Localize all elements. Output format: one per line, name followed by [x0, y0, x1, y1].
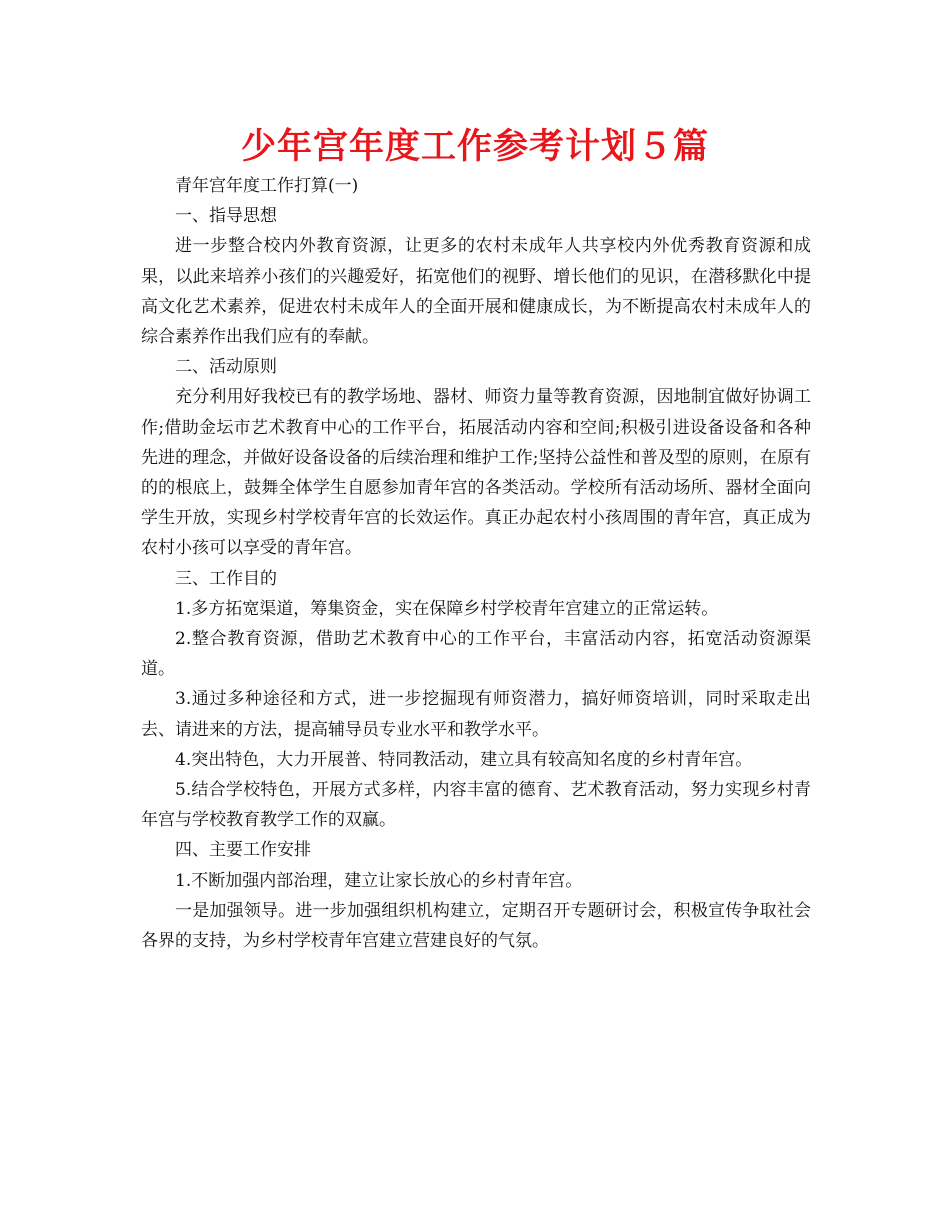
document-subtitle: 青年宫年度工作打算(一)	[175, 176, 359, 196]
document-body	[141, 171, 811, 956]
list-item: 2.整合教育资源，借助艺术教育中心的工作平台，丰富活动内容，拓宽活动资源渠道。	[141, 628, 811, 680]
section-heading: 三、工作目的	[175, 568, 277, 589]
document-title: 少年宫年度工作参考计划５篇	[240, 127, 709, 167]
section-heading: 二、活动原则	[175, 357, 277, 378]
list-item: 1.不断加强内部治理，建立让家长放心的乡村青年宫。	[175, 870, 583, 891]
paragraph: 充分利用好我校已有的教学场地、器材、师资力量等教育资源，因地制宜做好协调工作;借助金坛市艺术教育中心的工作平台，拓展活动内容和空间;积极引进设备设备和各种先进的理念，并做好设备设备的后续治理和维护工作;坚持公益性和普及型的原则，在原有的的根底上，鼓舞全体学生自愿参加青年宫的各类活动。学校所有活动场所、器材全面向学生开放，实现乡村学校青年宫的长效运作。真正办起农村小孩周围的青年宫，真正成为农村小孩可以享受的青年宫。	[141, 387, 811, 559]
section-heading: 一、指导思想	[175, 206, 277, 227]
section-heading: 四、主要工作安排	[175, 840, 311, 861]
paragraph: 一是加强领导。进一步加强组织机构建立，定期召开专题研讨会，积极宣传争取社会各界的支持，为乡村学校青年宫建立营建良好的气氛。	[141, 900, 811, 951]
list-item: 4.突出特色，大力开展普、特同教活动，建立具有较高知名度的乡村青年宫。	[175, 749, 753, 770]
list-item: 1.多方拓宽渠道，筹集资金，实在保障乡村学校青年宫建立的正常运转。	[175, 598, 719, 619]
paragraph: 进一步整合校内外教育资源，让更多的农村未成年人共享校内外优秀教育资源和成果，以此来培养小孩们的兴趣爱好，拓宽他们的视野、增长他们的见识，在潜移默化中提高文化艺术素养，促进农村未成年人的全面开展和健康成长，为不断提高农村未成年人的综合素养作出我们应有的奉献。	[141, 236, 811, 347]
list-item: 3.通过多种途径和方式，进一步挖掘现有师资潜力，搞好师资培训，同时采取走出去、请进来的方法，提高辅导员专业水平和教学水平。	[141, 689, 811, 740]
list-item: 5.结合学校特色，开展方式多样，内容丰富的德育、艺术教育活动，努力实现乡村青年宫与学校教育教学工作的双赢。	[141, 780, 811, 831]
